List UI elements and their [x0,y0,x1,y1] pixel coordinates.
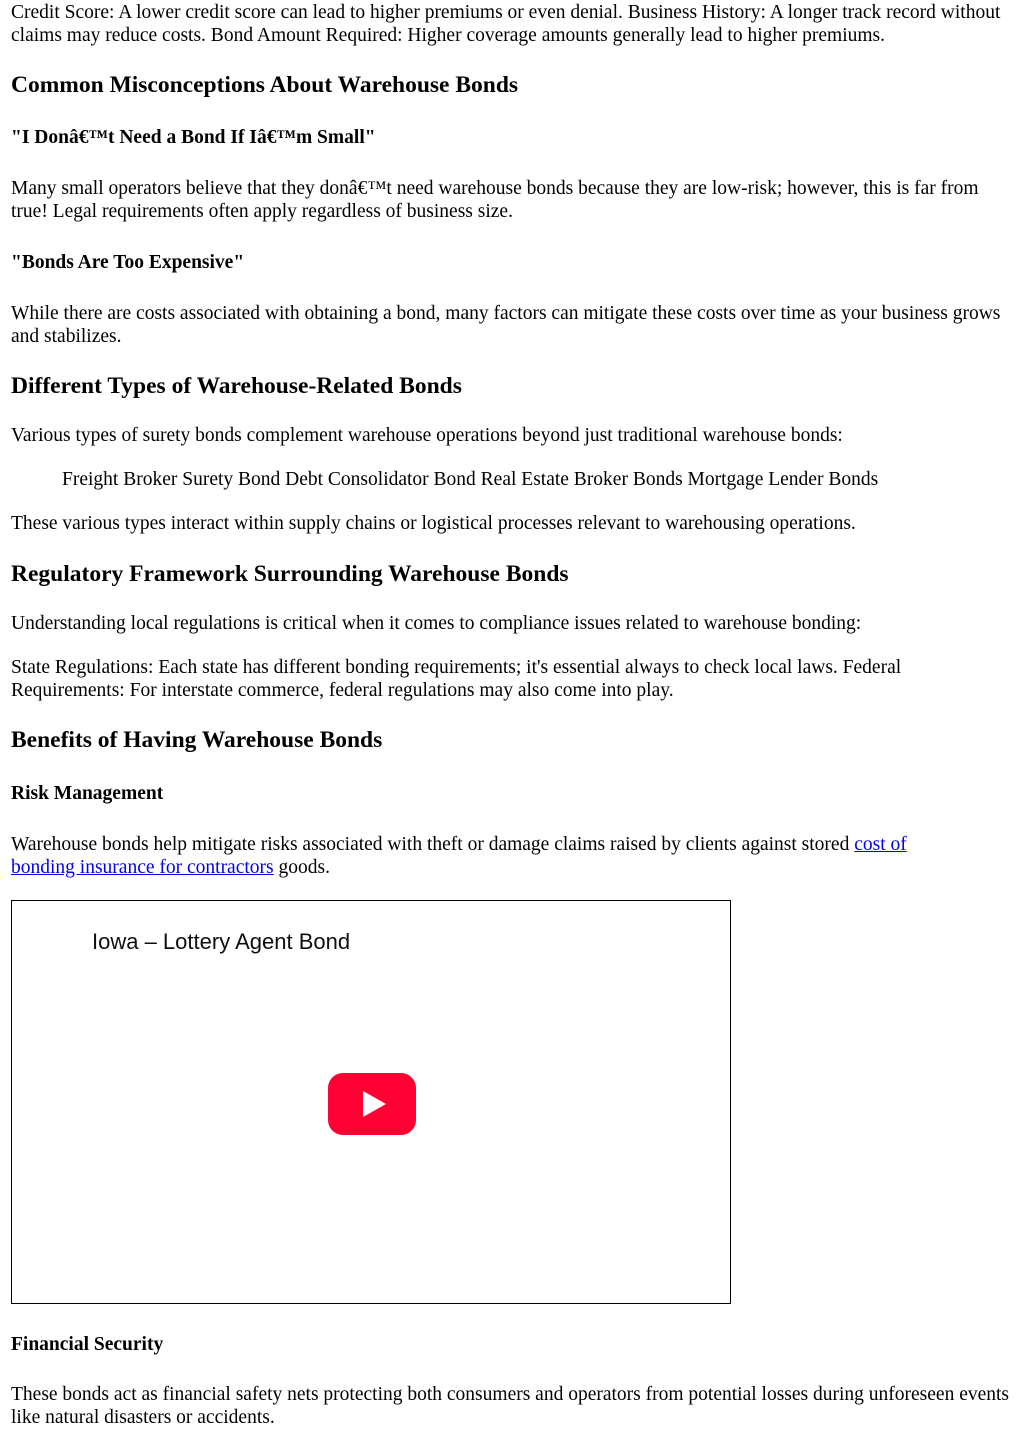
risk-management-subheading: Risk Management [11,783,164,804]
types-heading: Different Types of Warehouse-Related Bonds [11,373,462,399]
risk-management-paragraph [11,833,971,879]
play-icon [328,1073,416,1135]
regulatory-intro: Understanding local regulations is critical when it comes to compliance issues related to warehouse bonding: [11,613,862,634]
regulatory-details: State Regulations: Each state has different bonding requirements; it's essential always to check local laws. Federal Requirements: For interstate commerce, federal regulations may also come into play. [11,657,902,701]
video-embed[interactable] [11,900,731,1304]
expensive-subheading: "Bonds Are Too Expensive" [11,252,245,273]
expensive-paragraph: While there are costs associated with obtaining a bond, many factors can mitigate these costs over time as your business grows and stabilizes. [11,303,1001,347]
video-title[interactable]: Iowa – Lottery Agent Bond [92,929,351,954]
financial-security-paragraph: These bonds act as financial safety nets protecting both consumers and operators from potential losses during unforeseen events like natural disasters or accidents. [11,1384,1010,1428]
risk-text-after: goods. [273,857,330,878]
types-intro: Various types of surety bonds complement warehouse operations beyond just traditional warehouse bonds: [11,425,843,446]
play-button[interactable] [328,1073,416,1135]
types-list: Freight Broker Surety Bond Debt Consolidator Bond Real Estate Broker Bonds Mortgage Lender Bonds [62,469,879,490]
benefits-heading: Benefits of Having Warehouse Bonds [11,727,383,753]
small-business-paragraph: Many small operators believe that they donâ€™t need warehouse bonds because they are low-risk; however, this is far from true! Legal requirements often apply regardless of business size. [11,178,979,222]
bonding-insurance-link[interactable]: cost of bonding insurance for contractors [11,834,907,878]
financial-security-subheading: Financial Security [11,1334,164,1355]
types-outro: These various types interact within supply chains or logistical processes relevant to warehousing operations. [11,513,856,534]
intro-paragraph: Credit Score: A lower credit score can lead to higher premiums or even denial. Business History: A longer track record without claims may reduce costs. Bond Amount Required: Higher coverage amounts generally lead to higher premiums. [11,2,1001,46]
regulatory-heading: Regulatory Framework Surrounding Warehouse Bonds [11,561,569,587]
misconceptions-heading: Common Misconceptions About Warehouse Bonds [11,72,519,98]
risk-text-before: Warehouse bonds help mitigate risks associated with theft or damage claims raised by clients against stored [11,834,855,855]
small-business-subheading: "I Donâ€™t Need a Bond If Iâ€™m Small" [11,127,376,148]
